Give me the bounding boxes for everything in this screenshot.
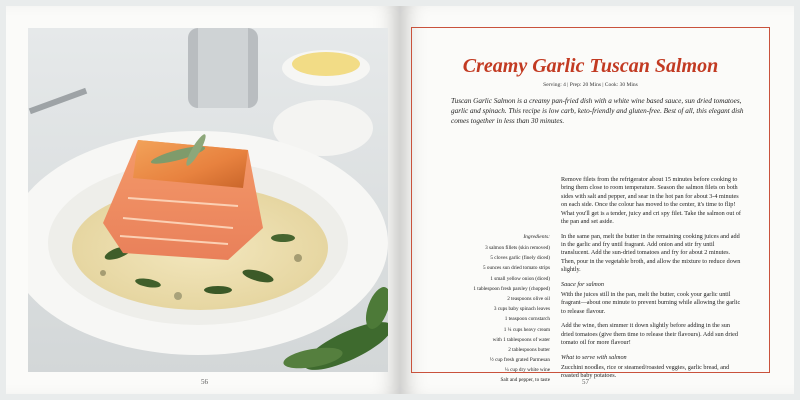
ingredient-item: 1 teaspoon cornstarch bbox=[504, 316, 550, 323]
ingredient-item: 3 salmon fillets (skin removed) bbox=[485, 245, 550, 251]
plated-salmon-photo bbox=[28, 28, 388, 372]
ingredient-item: ½ cup fresh grated Parmesan bbox=[489, 357, 550, 364]
page-number-left: 56 bbox=[201, 378, 208, 386]
ingredient-item: ¼ cup dry white wine bbox=[504, 367, 550, 374]
ingredient-item: 2 teaspoons olive oil bbox=[507, 295, 550, 302]
ingredient-item: 1 small yellow onion (diced) bbox=[490, 275, 550, 282]
ingredient-item: Salt and pepper, to taste bbox=[500, 377, 550, 384]
method-step-2: In the same pan, melt the butter in the remaining cooking juices and add in the garlic and fry until fragrant. Add onion and stir fry until translucent. Add the sun-dried tomatoes and fry for about 2 minutes. Then, pour in the vegetable broth, and allow the mixture to reduce down slightly. bbox=[561, 232, 741, 274]
right-page bbox=[400, 6, 794, 394]
ingredient-item: 5 ounces sun dried tomato strips bbox=[483, 265, 550, 272]
page-number-right: 57 bbox=[582, 378, 589, 386]
salmon-illustration bbox=[28, 28, 388, 372]
method-step-3: With the juices still in the pan, melt the butter, cook your garlic until fragrant—about one minute to prevent burning while allowing the garlic to release flavour. bbox=[561, 291, 741, 315]
ingredient-item: 3 cups baby spinach leaves bbox=[493, 306, 550, 313]
ingredient-item: 1 tablespoon fresh parsley (chopped) bbox=[473, 285, 550, 292]
sauce-heading: Sauce for salmon bbox=[561, 280, 604, 288]
method-section bbox=[561, 176, 741, 387]
recipe-title: Creamy Garlic Tuscan Salmon bbox=[462, 55, 719, 77]
ingredient-item: 5 cloves garlic (finely diced) bbox=[490, 255, 550, 262]
ingredients-heading: Ingredients: bbox=[523, 234, 550, 240]
ingredients-list bbox=[432, 243, 550, 386]
method-step-1: Remove filets from the refrigerator about 15 minutes before cooking to bring them close to room temperature. Season the salmon filets on both sides with salt and pepper, and sear in the hot pan for about 3-4 minutes on each side. Once the colour has moved to the center, it's time to flip! What you'll get is a tender, juicy and cri spy filet. Take the salmon out of the pan and set aside. bbox=[561, 176, 741, 226]
ingredient-item: 1 ¼ cups heavy cream bbox=[503, 326, 550, 333]
open-cookbook bbox=[6, 6, 794, 394]
serve-heading: What to serve with salmon bbox=[561, 353, 627, 361]
recipe-meta: Serving: 4 | Prep: 20 Mins | Cook: 30 Mins bbox=[543, 82, 638, 88]
ingredient-item: 2 tablespoons butter bbox=[508, 346, 550, 353]
recipe-intro: Tuscan Garlic Salmon is a creamy pan-fried dish with a white wine based sauce, sun dried tomatoes, garlic and spinach. This recipe is low carb, keto-friendly and gluten-free. Best of all, this elegant dish comes together in less than 30 minutes. bbox=[451, 97, 744, 126]
left-page bbox=[6, 6, 400, 394]
method-step-4: Add the wine, then simmer it down slightly before adding in the sun dried tomatoes (give them time to release their flavours). Add sun dried tomato oil for more flavour! bbox=[561, 322, 738, 347]
serve-text: Zucchini noodles, rice or steamed/roasted veggies, garlic bread, and roasted baby potatoes. bbox=[561, 364, 730, 380]
ingredient-item: with 1 tablespoons of water bbox=[492, 336, 550, 343]
